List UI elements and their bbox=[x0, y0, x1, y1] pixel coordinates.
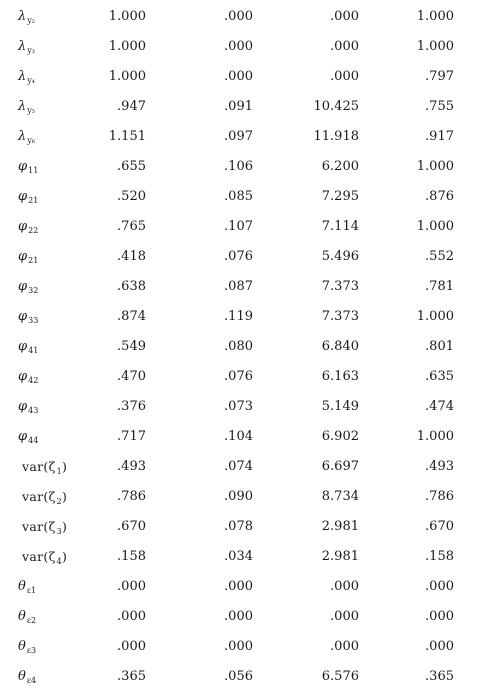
t-value-cell: 2.981 bbox=[321, 549, 359, 564]
table-row bbox=[0, 157, 482, 177]
t-value-cell: 8.734 bbox=[321, 489, 359, 504]
standard-error-cell: .097 bbox=[224, 129, 253, 144]
standard-error-cell: .076 bbox=[224, 249, 253, 264]
parameter-label bbox=[22, 487, 67, 507]
parameter-label bbox=[18, 217, 38, 237]
t-value-cell: .000 bbox=[330, 579, 359, 594]
estimate-cell: .638 bbox=[117, 279, 146, 294]
parameter-subscript: 1 bbox=[56, 467, 63, 476]
standardized-cell: 1.000 bbox=[416, 429, 454, 444]
estimate-cell: .493 bbox=[117, 459, 146, 474]
parameter-close-paren: ) bbox=[62, 549, 68, 564]
standard-error-cell: .080 bbox=[224, 339, 253, 354]
parameter-label bbox=[18, 637, 36, 657]
parameter-label bbox=[18, 157, 38, 177]
estimate-cell: .670 bbox=[117, 519, 146, 534]
parameter-subscript: y₄ bbox=[27, 76, 35, 85]
parameter-subscript: 21 bbox=[28, 196, 39, 205]
standard-error-cell: .085 bbox=[224, 189, 253, 204]
table-row bbox=[0, 427, 482, 447]
standard-error-cell: .078 bbox=[224, 519, 253, 534]
parameter-label bbox=[18, 127, 35, 147]
parameter-label bbox=[22, 457, 67, 477]
standard-error-cell: .091 bbox=[224, 99, 253, 114]
standardized-cell: .797 bbox=[425, 69, 454, 84]
parameter-label bbox=[18, 667, 36, 687]
parameter-close-paren: ) bbox=[62, 489, 68, 504]
estimate-cell: 1.000 bbox=[108, 69, 146, 84]
table-row bbox=[0, 487, 482, 507]
parameter-label bbox=[18, 577, 36, 597]
standardized-cell: .000 bbox=[425, 609, 454, 624]
standardized-cell: .755 bbox=[425, 99, 454, 114]
parameter-subscript: 21 bbox=[28, 256, 39, 265]
t-value-cell: 6.200 bbox=[321, 159, 359, 174]
standardized-cell: .158 bbox=[425, 549, 454, 564]
standardized-cell: .786 bbox=[425, 489, 454, 504]
standard-error-cell: .000 bbox=[224, 639, 253, 654]
parameter-symbol: φ bbox=[18, 159, 28, 174]
standardized-cell: 1.000 bbox=[416, 219, 454, 234]
parameter-subscript: y₆ bbox=[27, 136, 35, 145]
t-value-cell: 2.981 bbox=[321, 519, 359, 534]
standard-error-cell: .000 bbox=[224, 609, 253, 624]
parameter-symbol: λ bbox=[18, 129, 27, 144]
t-value-cell: .000 bbox=[330, 39, 359, 54]
parameter-symbol: θ bbox=[18, 639, 26, 654]
table-row bbox=[0, 337, 482, 357]
standardized-cell: .493 bbox=[425, 459, 454, 474]
parameter-label bbox=[18, 37, 35, 57]
parameter-symbol: θ bbox=[18, 579, 26, 594]
t-value-cell: .000 bbox=[330, 609, 359, 624]
standard-error-cell: .107 bbox=[224, 219, 253, 234]
standard-error-cell: .074 bbox=[224, 459, 253, 474]
parameter-label bbox=[18, 97, 35, 117]
parameter-symbol: λ bbox=[18, 99, 27, 114]
parameter-subscript: ε4 bbox=[26, 676, 37, 685]
t-value-cell: .000 bbox=[330, 69, 359, 84]
standard-error-cell: .087 bbox=[224, 279, 253, 294]
parameter-symbol: λ bbox=[18, 39, 27, 54]
estimate-cell: .549 bbox=[117, 339, 146, 354]
parameter-subscript: 41 bbox=[28, 346, 39, 355]
parameter-symbol: φ bbox=[18, 309, 28, 324]
parameter-subscript: 32 bbox=[28, 286, 39, 295]
parameter-subscript: 44 bbox=[28, 436, 39, 445]
standard-error-cell: .076 bbox=[224, 369, 253, 384]
parameter-subscript: ε3 bbox=[26, 646, 37, 655]
parameter-label bbox=[18, 67, 35, 87]
t-value-cell: 7.295 bbox=[321, 189, 359, 204]
standardized-cell: 1.000 bbox=[416, 9, 454, 24]
table-row bbox=[0, 247, 482, 267]
parameter-subscript: 4 bbox=[56, 557, 63, 566]
parameter-symbol: θ bbox=[18, 669, 26, 684]
parameter-subscript: 3 bbox=[56, 527, 63, 536]
parameter-symbol: λ bbox=[18, 9, 27, 24]
standardized-cell: .000 bbox=[425, 639, 454, 654]
table-row bbox=[0, 37, 482, 57]
standard-error-cell: .000 bbox=[224, 9, 253, 24]
parameter-subscript: 2 bbox=[56, 497, 63, 506]
estimate-cell: .376 bbox=[117, 399, 146, 414]
parameter-subscript: ε2 bbox=[26, 616, 37, 625]
standard-error-cell: .000 bbox=[224, 69, 253, 84]
standardized-cell: 1.000 bbox=[416, 39, 454, 54]
parameter-subscript: y₃ bbox=[27, 46, 35, 55]
parameter-label bbox=[18, 7, 35, 27]
parameter-label bbox=[22, 517, 67, 537]
parameter-subscript: 22 bbox=[28, 226, 39, 235]
table-row bbox=[0, 397, 482, 417]
estimate-cell: 1.000 bbox=[108, 9, 146, 24]
table-row bbox=[0, 457, 482, 477]
parameter-symbol: var(ζ bbox=[22, 459, 56, 474]
standard-error-cell: .119 bbox=[224, 309, 253, 324]
estimate-cell: .470 bbox=[117, 369, 146, 384]
parameter-symbol: λ bbox=[18, 69, 27, 84]
parameter-label bbox=[18, 337, 38, 357]
estimate-cell: .000 bbox=[117, 639, 146, 654]
parameter-close-paren: ) bbox=[62, 459, 68, 474]
estimate-cell: .520 bbox=[117, 189, 146, 204]
parameter-symbol: θ bbox=[18, 609, 26, 624]
t-value-cell: 7.373 bbox=[321, 309, 359, 324]
parameter-subscript: 43 bbox=[28, 406, 39, 415]
t-value-cell: 5.149 bbox=[321, 399, 359, 414]
parameter-label bbox=[18, 607, 36, 627]
table-row bbox=[0, 7, 482, 27]
standard-error-cell: .073 bbox=[224, 399, 253, 414]
t-value-cell: 5.496 bbox=[321, 249, 359, 264]
standardized-cell: 1.000 bbox=[416, 159, 454, 174]
standard-error-cell: .056 bbox=[224, 669, 253, 684]
t-value-cell: 6.576 bbox=[321, 669, 359, 684]
parameter-symbol: var(ζ bbox=[22, 519, 56, 534]
table-row bbox=[0, 577, 482, 597]
parameter-subscript: 11 bbox=[28, 166, 39, 175]
parameter-label bbox=[18, 277, 38, 297]
table-row bbox=[0, 187, 482, 207]
t-value-cell: 6.163 bbox=[321, 369, 359, 384]
parameter-symbol: φ bbox=[18, 219, 28, 234]
estimate-cell: .765 bbox=[117, 219, 146, 234]
standard-error-cell: .000 bbox=[224, 39, 253, 54]
parameter-label bbox=[18, 427, 38, 447]
standardized-cell: .365 bbox=[425, 669, 454, 684]
standardized-cell: .801 bbox=[425, 339, 454, 354]
parameter-subscript: ε1 bbox=[26, 586, 37, 595]
parameter-symbol: var(ζ bbox=[22, 549, 56, 564]
parameter-label bbox=[18, 307, 38, 327]
estimate-cell: .418 bbox=[117, 249, 146, 264]
table-row bbox=[0, 97, 482, 117]
standard-error-cell: .090 bbox=[224, 489, 253, 504]
t-value-cell: 6.697 bbox=[321, 459, 359, 474]
parameter-symbol: φ bbox=[18, 369, 28, 384]
standardized-cell: .917 bbox=[425, 129, 454, 144]
estimate-cell: .158 bbox=[117, 549, 146, 564]
table-row bbox=[0, 517, 482, 537]
estimate-cell: .947 bbox=[117, 99, 146, 114]
table-row bbox=[0, 217, 482, 237]
t-value-cell: 7.114 bbox=[321, 219, 359, 234]
table-row bbox=[0, 277, 482, 297]
standard-error-cell: .034 bbox=[224, 549, 253, 564]
estimate-cell: 1.151 bbox=[108, 129, 146, 144]
parameter-subscript: y₂ bbox=[27, 16, 35, 25]
estimate-cell: .717 bbox=[117, 429, 146, 444]
parameter-label bbox=[18, 367, 38, 387]
estimate-cell: .000 bbox=[117, 609, 146, 624]
estimate-cell: .786 bbox=[117, 489, 146, 504]
estimate-cell: .655 bbox=[117, 159, 146, 174]
parameter-symbol: var(ζ bbox=[22, 489, 56, 504]
t-value-cell: .000 bbox=[330, 639, 359, 654]
parameter-symbol: φ bbox=[18, 429, 28, 444]
standardized-cell: .635 bbox=[425, 369, 454, 384]
parameter-label bbox=[18, 247, 38, 267]
estimate-cell: .365 bbox=[117, 669, 146, 684]
parameter-subscript: 33 bbox=[28, 316, 39, 325]
t-value-cell: 10.425 bbox=[313, 99, 359, 114]
parameter-symbol: φ bbox=[18, 399, 28, 414]
t-value-cell: 7.373 bbox=[321, 279, 359, 294]
standard-error-cell: .104 bbox=[224, 429, 253, 444]
parameter-label bbox=[18, 187, 38, 207]
estimate-cell: .000 bbox=[117, 579, 146, 594]
standardized-cell: .000 bbox=[425, 579, 454, 594]
parameter-label bbox=[22, 547, 67, 567]
parameter-symbol: φ bbox=[18, 249, 28, 264]
t-value-cell: 11.918 bbox=[313, 129, 359, 144]
t-value-cell: .000 bbox=[330, 9, 359, 24]
parameter-symbol: φ bbox=[18, 189, 28, 204]
standardized-cell: .781 bbox=[425, 279, 454, 294]
standardized-cell: .670 bbox=[425, 519, 454, 534]
parameter-subscript: y₅ bbox=[27, 106, 35, 115]
parameter-symbol: φ bbox=[18, 279, 28, 294]
parameter-label bbox=[18, 397, 38, 417]
standard-error-cell: .106 bbox=[224, 159, 253, 174]
table-row bbox=[0, 367, 482, 387]
estimate-cell: 1.000 bbox=[108, 39, 146, 54]
table-row bbox=[0, 307, 482, 327]
t-value-cell: 6.902 bbox=[321, 429, 359, 444]
standardized-cell: 1.000 bbox=[416, 309, 454, 324]
parameter-close-paren: ) bbox=[62, 519, 68, 534]
table-row bbox=[0, 547, 482, 567]
estimate-cell: .874 bbox=[117, 309, 146, 324]
table-row bbox=[0, 637, 482, 657]
table-row bbox=[0, 667, 482, 687]
table-row bbox=[0, 67, 482, 87]
t-value-cell: 6.840 bbox=[321, 339, 359, 354]
parameter-subscript: 42 bbox=[28, 376, 39, 385]
standardized-cell: .552 bbox=[425, 249, 454, 264]
table-row bbox=[0, 607, 482, 627]
table-row bbox=[0, 127, 482, 147]
standard-error-cell: .000 bbox=[224, 579, 253, 594]
standardized-cell: .876 bbox=[425, 189, 454, 204]
standardized-cell: .474 bbox=[425, 399, 454, 414]
parameter-symbol: φ bbox=[18, 339, 28, 354]
